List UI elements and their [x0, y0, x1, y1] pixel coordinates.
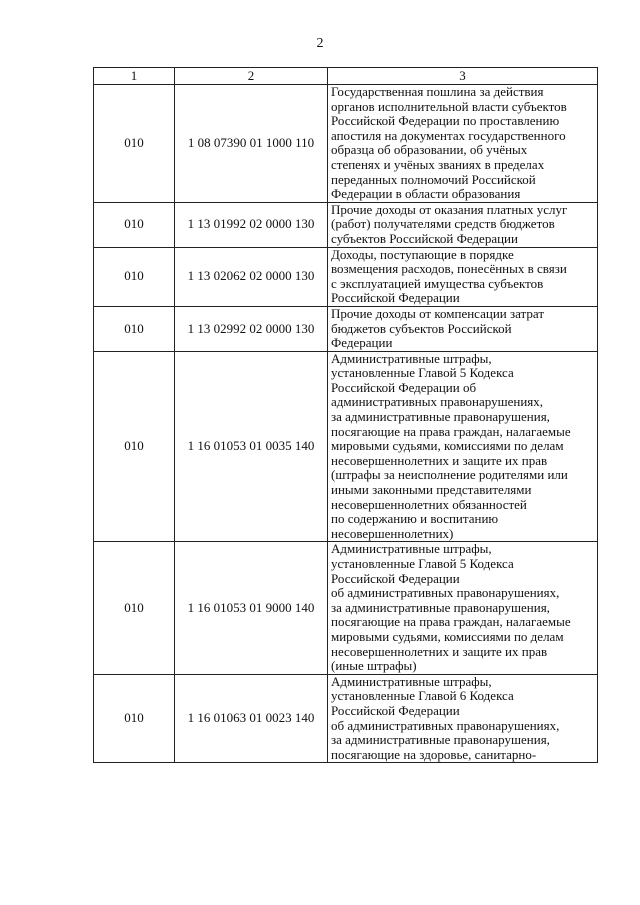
column-header-3: 3	[328, 68, 598, 85]
page-number: 2	[316, 36, 324, 51]
description-line: несовершеннолетних обязанностей	[331, 496, 527, 512]
revenue-description-cell	[328, 85, 598, 203]
description-line: об административных правонарушениях,	[331, 717, 560, 733]
revenue-description-cell	[328, 306, 598, 351]
revenue-description-cell	[328, 542, 598, 674]
description-line: посягающие на здоровье, санитарно-	[331, 746, 537, 762]
revenue-description-cell	[328, 674, 598, 763]
admin-code-cell: 010	[94, 202, 175, 247]
description-line: Прочие доходы от оказания платных услуг	[331, 201, 568, 217]
description-line: за административные правонарушения,	[331, 732, 550, 748]
description-line: несовершеннолетних и защите их прав	[331, 452, 548, 468]
description-line: посягающие на права граждан, налагаемые	[331, 614, 571, 630]
description-line: несовершеннолетних и защите их прав	[331, 643, 548, 659]
description-line: органов исполнительной власти субъектов	[331, 98, 567, 114]
description-line: мировыми судьями, комиссиями по делам	[331, 628, 564, 644]
revenue-description-cell	[328, 247, 598, 306]
description-line: административных правонарушениях,	[331, 394, 543, 410]
description-line: мировыми судьями, комиссиями по делам	[331, 438, 564, 454]
description-line: Российской Федерации по проставлению	[331, 113, 560, 129]
column-header-2: 2	[175, 68, 328, 85]
budget-classification-code-cell: 1 13 02992 02 0000 130	[175, 306, 328, 351]
description-line: (работ) получателями средств бюджетов	[331, 216, 555, 232]
table-row	[94, 674, 598, 763]
budget-classification-code-cell: 1 16 01063 01 0023 140	[175, 674, 328, 763]
description-line: иными законными представителями	[331, 482, 532, 498]
description-line: бюджетов субъектов Российской	[331, 320, 512, 336]
description-line: несовершеннолетних)	[331, 525, 454, 541]
revenue-description-cell	[328, 351, 598, 542]
budget-classification-code-cell: 1 08 07390 01 1000 110	[175, 85, 328, 203]
description-line: (штрафы за неисполнение родителями или	[331, 467, 568, 483]
admin-code-cell: 010	[94, 674, 175, 763]
table-header-row	[94, 68, 598, 85]
description-line: Прочие доходы от компенсации затрат	[331, 305, 545, 321]
description-line: установленные Главой 5 Кодекса	[331, 556, 514, 571]
admin-code-cell: 010	[94, 247, 175, 306]
description-line: субъектов Российской Федерации	[331, 230, 518, 246]
table-row	[94, 351, 598, 542]
description-line: за административные правонарушения,	[331, 599, 550, 615]
description-line: Доходы, поступающие в порядке	[331, 246, 514, 262]
description-line: по содержанию и воспитанию	[331, 511, 499, 527]
description-line: посягающие на права граждан, налагаемые	[331, 423, 571, 439]
description-line: об административных правонарушениях,	[331, 585, 560, 601]
description-line: Российской Федерации	[331, 570, 460, 586]
budget-classification-code-cell: 1 16 01053 01 9000 140	[175, 542, 328, 674]
budget-classification-code-cell: 1 16 01053 01 0035 140	[175, 351, 328, 542]
description-line: Административные штрафы,	[331, 541, 492, 557]
description-line: переданных полномочий Российской	[331, 171, 536, 187]
revenue-description-cell	[328, 202, 598, 247]
description-line: Российской Федерации об	[331, 379, 477, 395]
description-line: установленные Главой 6 Кодекса	[331, 688, 514, 704]
table-row	[94, 247, 598, 306]
table-body	[94, 85, 598, 763]
description-line: Административные штрафы,	[331, 673, 492, 689]
description-line: апостиля на документах государственного	[331, 127, 566, 143]
description-line: за административные правонарушения,	[331, 409, 550, 425]
description-line: Административные штрафы,	[331, 350, 492, 366]
description-line: Федерации в области образования	[331, 186, 521, 202]
table-row	[94, 306, 598, 351]
admin-code-cell: 010	[94, 542, 175, 674]
admin-code-cell: 010	[94, 306, 175, 351]
description-line: образца об образовании, об учёных	[331, 142, 528, 158]
table-row	[94, 542, 598, 674]
description-line: с эксплуатацией имущества субъектов	[331, 275, 544, 291]
description-line: Российской Федерации	[331, 290, 460, 306]
budget-classification-code-cell: 1 13 02062 02 0000 130	[175, 247, 328, 306]
description-line: степенях и учёных званиях в пределах	[331, 156, 545, 172]
admin-code-cell: 010	[94, 351, 175, 542]
column-header-1: 1	[94, 68, 175, 85]
description-line: установленные Главой 5 Кодекса	[331, 365, 514, 381]
description-line: Российской Федерации	[331, 702, 460, 718]
description-line: возмещения расходов, понесённых в связи	[331, 261, 567, 277]
budget-classification-code-cell: 1 13 01992 02 0000 130	[175, 202, 328, 247]
admin-code-cell: 010	[94, 85, 175, 203]
description-line: Федерации	[331, 335, 393, 351]
table-row	[94, 85, 598, 203]
description-line: Государственная пошлина за действия	[331, 84, 544, 99]
description-line: (иные штрафы)	[331, 658, 417, 674]
table-row	[94, 202, 598, 247]
revenue-codes-table	[93, 67, 598, 763]
